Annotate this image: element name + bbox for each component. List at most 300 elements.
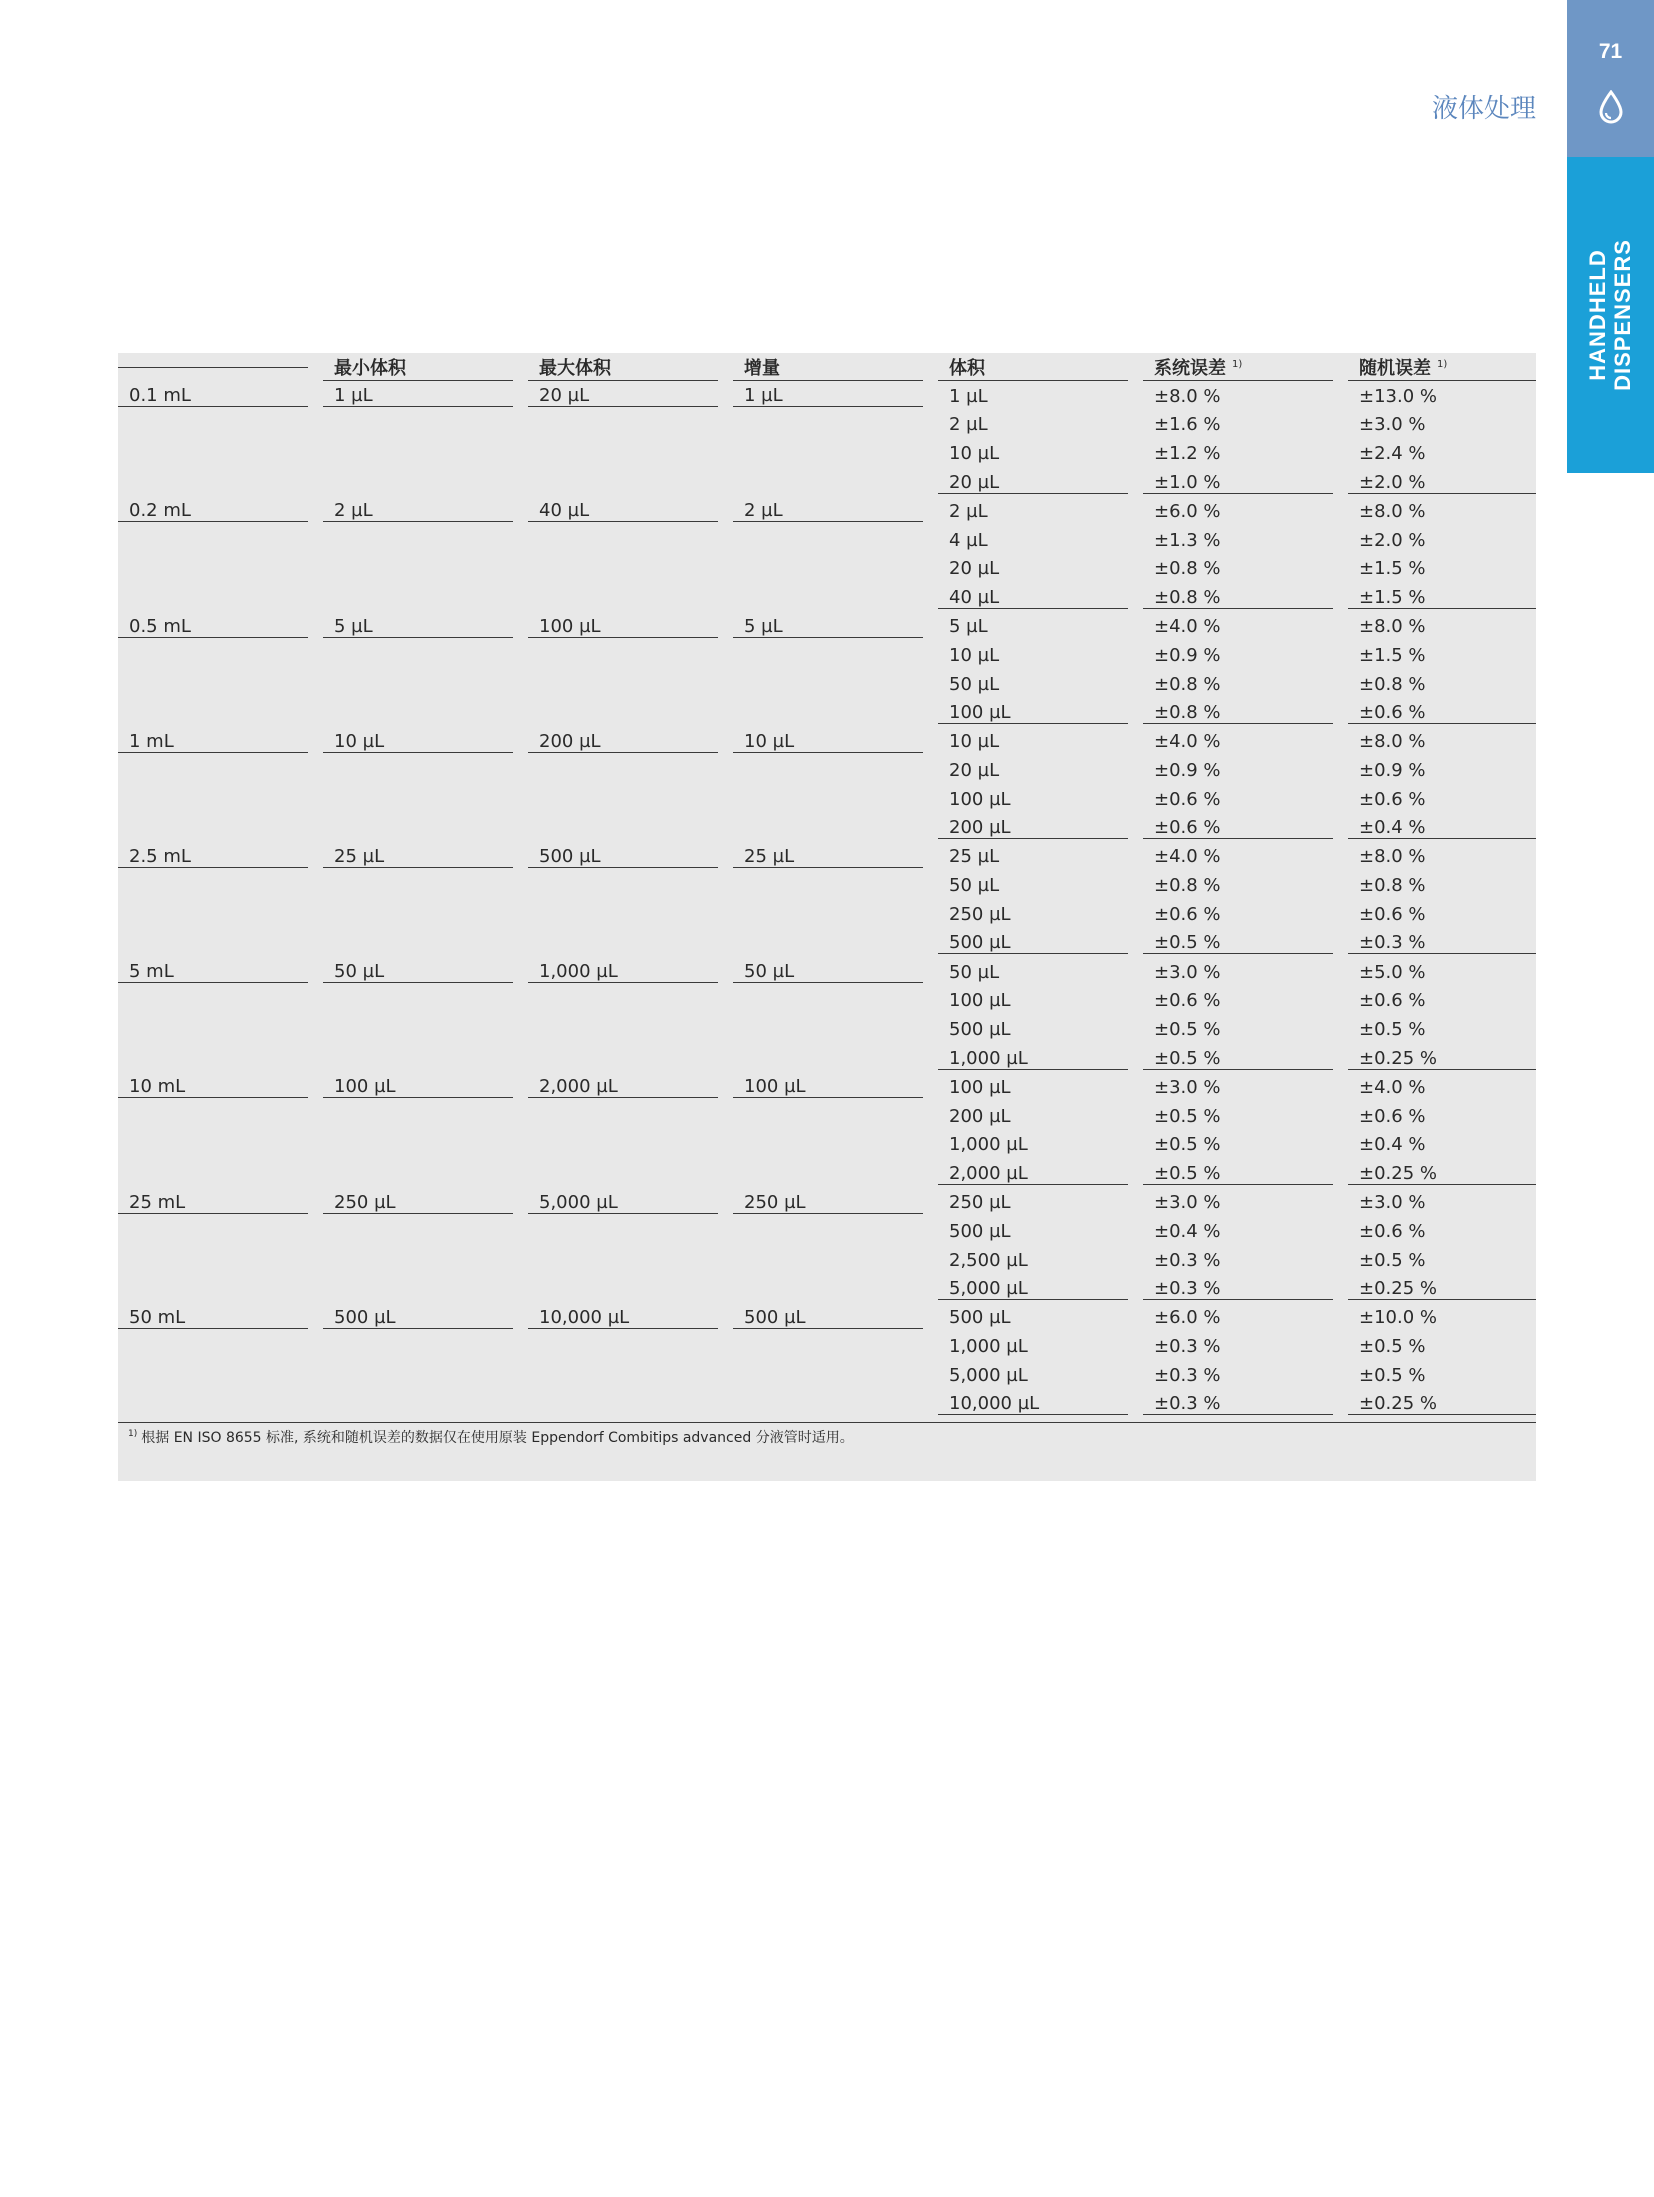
increment-cell: [733, 641, 938, 670]
volume-cell: 10,000 µL: [938, 1390, 1143, 1419]
min-volume-cell: [323, 987, 528, 1016]
tip-size-cell: [118, 1246, 323, 1275]
footnote-mark: 1): [128, 1429, 138, 1440]
increment-cell: [733, 1131, 938, 1160]
table-row: [118, 555, 1536, 584]
random-error-cell: ±10.0 %: [1359, 1307, 1437, 1329]
volume-cell: 2,500 µL: [949, 1249, 1028, 1271]
max-volume-cell: 200 µL: [528, 727, 733, 756]
table-row: [118, 526, 1536, 555]
category-side-tab: [1567, 157, 1654, 473]
max-volume-cell: [528, 699, 733, 728]
header-min-volume: 最小体积: [323, 353, 528, 382]
min-volume-cell: [323, 1361, 528, 1390]
random-error-cell: ±2.4 %: [1359, 443, 1426, 465]
volume-cell: 1,000 µL: [949, 1134, 1028, 1156]
systematic-error-cell: ±0.6 %: [1154, 990, 1221, 1012]
spec-table-panel: [118, 353, 1536, 1481]
random-error-cell: ±0.6 %: [1359, 904, 1426, 926]
systematic-error-cell: ±1.0 %: [1143, 468, 1348, 497]
volume-cell: 20 µL: [949, 760, 1000, 782]
increment-cell: [733, 929, 938, 958]
increment-cell: [733, 1390, 938, 1419]
volume-cell: 10 µL: [949, 731, 1000, 753]
table-row: [118, 871, 1536, 900]
volume-cell: 5,000 µL: [938, 1275, 1143, 1304]
increment-cell: 5 µL: [733, 612, 938, 641]
systematic-error-cell: ±3.0 %: [1154, 961, 1221, 983]
volume-cell: 5 µL: [949, 616, 988, 638]
volume-cell: 200 µL: [949, 1105, 1011, 1127]
table-header-row: [118, 353, 1536, 382]
systematic-error-cell: ±0.5 %: [1143, 1044, 1348, 1073]
increment-cell: [733, 583, 938, 612]
tip-size-cell: [118, 1217, 323, 1246]
random-error-cell: ±0.9 %: [1359, 760, 1426, 782]
tip-size-cell: 0.1 mL: [118, 382, 323, 411]
min-volume-cell: [323, 929, 528, 958]
increment-cell: 250 µL: [733, 1188, 938, 1217]
increment-cell: [733, 526, 938, 555]
increment-cell: [733, 785, 938, 814]
tip-size-cell: 5 mL: [118, 958, 323, 987]
increment-cell: [733, 1246, 938, 1275]
volume-cell: 100 µL: [949, 990, 1011, 1012]
volume-cell: 2 µL: [949, 500, 988, 522]
random-error-cell: ±0.6 %: [1348, 699, 1536, 728]
random-error-cell: ±0.5 %: [1359, 1249, 1426, 1271]
max-volume-cell: [528, 900, 733, 929]
min-volume-cell: 500 µL: [323, 1303, 528, 1332]
systematic-error-cell: ±1.2 %: [1154, 443, 1221, 465]
side-tab-label: [1585, 239, 1635, 391]
tip-size-cell: [118, 1332, 323, 1361]
min-volume-cell: 2 µL: [323, 497, 528, 526]
side-tab-line1: HANDHELD: [1585, 249, 1610, 381]
volume-cell: 10 µL: [949, 644, 1000, 666]
random-error-cell: ±0.4 %: [1359, 1134, 1426, 1156]
min-volume-cell: [323, 1217, 528, 1246]
max-volume-cell: [528, 1015, 733, 1044]
tip-size-cell: [118, 439, 323, 468]
volume-cell: 50 µL: [949, 961, 1000, 983]
table-row: [118, 641, 1536, 670]
random-error-cell: ±8.0 %: [1359, 616, 1426, 638]
max-volume-cell: [528, 756, 733, 785]
increment-cell: [733, 987, 938, 1016]
systematic-error-cell: ±0.6 %: [1154, 788, 1221, 810]
systematic-error-cell: ±1.3 %: [1154, 529, 1221, 551]
volume-cell: 40 µL: [938, 583, 1143, 612]
volume-cell: 500 µL: [949, 1019, 1011, 1041]
table-row: [118, 411, 1536, 440]
increment-cell: [733, 1217, 938, 1246]
increment-cell: [733, 555, 938, 584]
random-error-cell: ±8.0 %: [1359, 846, 1426, 868]
tip-size-cell: 10 mL: [118, 1073, 323, 1102]
increment-cell: [733, 1015, 938, 1044]
volume-cell: 500 µL: [938, 929, 1143, 958]
systematic-error-cell: ±0.3 %: [1154, 1364, 1221, 1386]
max-volume-cell: [528, 871, 733, 900]
max-volume-cell: [528, 439, 733, 468]
systematic-error-cell: ±0.9 %: [1154, 644, 1221, 666]
random-error-cell: ±0.4 %: [1348, 814, 1536, 843]
tip-size-cell: [118, 756, 323, 785]
increment-cell: [733, 871, 938, 900]
increment-cell: 500 µL: [733, 1303, 938, 1332]
tip-size-cell: [118, 411, 323, 440]
increment-cell: [733, 699, 938, 728]
tip-size-cell: 0.2 mL: [118, 497, 323, 526]
table-row: [118, 1361, 1536, 1390]
random-error-cell: ±0.5 %: [1359, 1364, 1426, 1386]
footnote-ref: 1): [1437, 358, 1448, 370]
tip-size-cell: [118, 1159, 323, 1188]
systematic-error-cell: ±1.6 %: [1154, 414, 1221, 436]
systematic-error-cell: ±3.0 %: [1154, 1076, 1221, 1098]
max-volume-cell: [528, 1390, 733, 1419]
random-error-cell: ±0.25 %: [1348, 1044, 1536, 1073]
volume-cell: 5,000 µL: [949, 1364, 1028, 1386]
increment-cell: [733, 670, 938, 699]
tip-size-cell: [118, 1275, 323, 1304]
max-volume-cell: [528, 987, 733, 1016]
tip-size-cell: [118, 641, 323, 670]
random-error-cell: ±8.0 %: [1359, 500, 1426, 522]
table-row: [118, 1188, 1536, 1217]
systematic-error-cell: ±0.3 %: [1143, 1390, 1348, 1419]
max-volume-cell: [528, 929, 733, 958]
increment-cell: [733, 756, 938, 785]
random-error-cell: ±0.25 %: [1348, 1390, 1536, 1419]
systematic-error-cell: ±0.3 %: [1154, 1335, 1221, 1357]
random-error-cell: ±1.5 %: [1359, 644, 1426, 666]
header-systematic-error: 系统误差 $^{1)}$: [1143, 353, 1348, 382]
systematic-error-cell: ±0.5 %: [1143, 1159, 1348, 1188]
max-volume-cell: [528, 814, 733, 843]
tip-size-cell: 1 mL: [118, 727, 323, 756]
spec-table-body: [118, 382, 1536, 1419]
tip-size-cell: [118, 1131, 323, 1160]
systematic-error-cell: ±0.5 %: [1143, 929, 1348, 958]
max-volume-cell: 2,000 µL: [528, 1073, 733, 1102]
volume-cell: 250 µL: [949, 1192, 1011, 1213]
tip-size-cell: [118, 555, 323, 584]
systematic-error-cell: ±0.8 %: [1143, 583, 1348, 612]
min-volume-cell: [323, 583, 528, 612]
table-row: [118, 612, 1536, 641]
volume-cell: 1 µL: [949, 385, 988, 407]
random-error-cell: ±0.6 %: [1359, 1220, 1426, 1242]
systematic-error-cell: ±0.5 %: [1154, 1019, 1221, 1041]
random-error-cell: ±2.0 %: [1359, 529, 1426, 551]
tip-size-cell: 2.5 mL: [118, 843, 323, 872]
min-volume-cell: [323, 1390, 528, 1419]
volume-cell: 250 µL: [949, 904, 1011, 926]
volume-cell: 200 µL: [938, 814, 1143, 843]
table-footnote: [118, 1422, 1536, 1447]
tip-size-cell: [118, 1361, 323, 1390]
table-row: [118, 382, 1536, 411]
table-row: [118, 1246, 1536, 1275]
min-volume-cell: 5 µL: [323, 612, 528, 641]
increment-cell: [733, 1332, 938, 1361]
min-volume-cell: [323, 641, 528, 670]
max-volume-cell: 5,000 µL: [528, 1188, 733, 1217]
volume-cell: 25 µL: [949, 846, 1000, 868]
table-row: [118, 843, 1536, 872]
max-volume-cell: 100 µL: [528, 612, 733, 641]
header-increment: 增量: [733, 353, 938, 382]
table-row: [118, 929, 1536, 958]
random-error-cell: ±4.0 %: [1359, 1076, 1426, 1098]
min-volume-cell: 250 µL: [323, 1188, 528, 1217]
systematic-error-cell: ±3.0 %: [1154, 1192, 1221, 1213]
tip-size-cell: [118, 526, 323, 555]
max-volume-cell: [528, 583, 733, 612]
random-error-cell: ±0.6 %: [1359, 788, 1426, 810]
tip-size-cell: 25 mL: [118, 1188, 323, 1217]
table-row: [118, 699, 1536, 728]
max-volume-cell: 20 µL: [528, 382, 733, 411]
max-volume-cell: [528, 1332, 733, 1361]
min-volume-cell: [323, 1159, 528, 1188]
table-row: [118, 1044, 1536, 1073]
volume-cell: 50 µL: [949, 673, 1000, 695]
volume-cell: 100 µL: [949, 1076, 1011, 1098]
volume-cell: 2 µL: [949, 414, 988, 436]
systematic-error-cell: ±4.0 %: [1154, 731, 1221, 753]
table-row: [118, 1102, 1536, 1131]
tip-size-cell: 0.5 mL: [118, 612, 323, 641]
random-error-cell: ±0.5 %: [1359, 1019, 1426, 1041]
min-volume-cell: [323, 468, 528, 497]
systematic-error-cell: ±0.8 %: [1143, 699, 1348, 728]
max-volume-cell: 500 µL: [528, 843, 733, 872]
tip-size-cell: [118, 1390, 323, 1419]
min-volume-cell: [323, 900, 528, 929]
max-volume-cell: [528, 670, 733, 699]
systematic-error-cell: ±0.8 %: [1154, 673, 1221, 695]
increment-cell: 1 µL: [733, 382, 938, 411]
min-volume-cell: 50 µL: [323, 958, 528, 987]
table-row: [118, 439, 1536, 468]
tip-size-cell: [118, 670, 323, 699]
tip-size-cell: [118, 871, 323, 900]
page-number: 71: [1598, 40, 1623, 63]
increment-cell: [733, 411, 938, 440]
volume-cell: 20 µL: [949, 558, 1000, 580]
systematic-error-cell: ±0.8 %: [1154, 875, 1221, 897]
random-error-cell: ±0.6 %: [1359, 990, 1426, 1012]
increment-cell: [733, 439, 938, 468]
table-row: [118, 468, 1536, 497]
header-random-error: 随机误差 $^{1)}$: [1348, 353, 1536, 382]
table-row: [118, 497, 1536, 526]
volume-cell: 500 µL: [949, 1220, 1011, 1242]
section-title: 液体处理: [1431, 94, 1536, 124]
min-volume-cell: 1 µL: [323, 382, 528, 411]
random-error-cell: ±0.3 %: [1348, 929, 1536, 958]
volume-cell: 1,000 µL: [938, 1044, 1143, 1073]
max-volume-cell: [528, 555, 733, 584]
table-row: [118, 1390, 1536, 1419]
table-row: [118, 1159, 1536, 1188]
table-row: [118, 583, 1536, 612]
systematic-error-cell: ±0.6 %: [1143, 814, 1348, 843]
systematic-error-cell: ±0.4 %: [1154, 1220, 1221, 1242]
table-row: [118, 1217, 1536, 1246]
min-volume-cell: 10 µL: [323, 727, 528, 756]
increment-cell: [733, 1044, 938, 1073]
table-row: [118, 900, 1536, 929]
min-volume-cell: [323, 439, 528, 468]
increment-cell: 50 µL: [733, 958, 938, 987]
increment-cell: [733, 1159, 938, 1188]
random-error-cell: ±3.0 %: [1359, 1192, 1426, 1213]
table-row: [118, 727, 1536, 756]
max-volume-cell: [528, 641, 733, 670]
header-tip-size: [118, 353, 323, 382]
random-error-cell: ±0.25 %: [1348, 1159, 1536, 1188]
table-row: [118, 1332, 1536, 1361]
footnote-ref: 1): [1232, 358, 1243, 370]
tip-size-cell: [118, 1102, 323, 1131]
volume-cell: 10 µL: [949, 443, 1000, 465]
max-volume-cell: [528, 1044, 733, 1073]
max-volume-cell: [528, 1246, 733, 1275]
min-volume-cell: [323, 1102, 528, 1131]
increment-cell: 10 µL: [733, 727, 938, 756]
min-volume-cell: [323, 871, 528, 900]
systematic-error-cell: ±4.0 %: [1154, 846, 1221, 868]
random-error-cell: ±1.5 %: [1359, 558, 1426, 580]
max-volume-cell: [528, 526, 733, 555]
volume-cell: 4 µL: [949, 529, 988, 551]
max-volume-cell: 1,000 µL: [528, 958, 733, 987]
volume-cell: 500 µL: [949, 1307, 1011, 1329]
systematic-error-cell: ±0.6 %: [1154, 904, 1221, 926]
table-row: [118, 1303, 1536, 1332]
tip-size-cell: [118, 987, 323, 1016]
tip-size-cell: [118, 1015, 323, 1044]
increment-cell: 100 µL: [733, 1073, 938, 1102]
volume-cell: 1,000 µL: [949, 1335, 1028, 1357]
max-volume-cell: [528, 468, 733, 497]
systematic-error-cell: ±0.9 %: [1154, 760, 1221, 782]
random-error-cell: ±0.25 %: [1348, 1275, 1536, 1304]
tip-size-cell: [118, 785, 323, 814]
max-volume-cell: [528, 1217, 733, 1246]
systematic-error-cell: ±0.3 %: [1154, 1249, 1221, 1271]
increment-cell: [733, 900, 938, 929]
volume-cell: 20 µL: [938, 468, 1143, 497]
increment-cell: 25 µL: [733, 843, 938, 872]
volume-cell: 2,000 µL: [938, 1159, 1143, 1188]
page-number-tab: [1567, 0, 1654, 157]
systematic-error-cell: ±4.0 %: [1154, 616, 1221, 638]
tip-size-cell: [118, 814, 323, 843]
increment-cell: 2 µL: [733, 497, 938, 526]
min-volume-cell: [323, 411, 528, 440]
random-error-cell: ±0.6 %: [1359, 1105, 1426, 1127]
table-row: [118, 814, 1536, 843]
max-volume-cell: [528, 1159, 733, 1188]
min-volume-cell: 25 µL: [323, 843, 528, 872]
tip-size-cell: [118, 699, 323, 728]
random-error-cell: ±3.0 %: [1359, 414, 1426, 436]
random-error-cell: ±0.8 %: [1359, 673, 1426, 695]
min-volume-cell: [323, 785, 528, 814]
min-volume-cell: [323, 1015, 528, 1044]
min-volume-cell: [323, 1332, 528, 1361]
random-error-cell: ±13.0 %: [1359, 385, 1437, 407]
tip-size-cell: [118, 900, 323, 929]
table-row: [118, 670, 1536, 699]
min-volume-cell: [323, 699, 528, 728]
increment-cell: [733, 814, 938, 843]
increment-cell: [733, 1102, 938, 1131]
max-volume-cell: [528, 1275, 733, 1304]
min-volume-cell: [323, 1131, 528, 1160]
volume-cell: 100 µL: [949, 788, 1011, 810]
systematic-error-cell: ±0.8 %: [1154, 558, 1221, 580]
min-volume-cell: [323, 670, 528, 699]
max-volume-cell: [528, 1131, 733, 1160]
max-volume-cell: 40 µL: [528, 497, 733, 526]
table-row: [118, 756, 1536, 785]
min-volume-cell: [323, 814, 528, 843]
volume-cell: 50 µL: [949, 875, 1000, 897]
min-volume-cell: [323, 1246, 528, 1275]
table-row: [118, 1073, 1536, 1102]
increment-cell: [733, 1361, 938, 1390]
increment-cell: [733, 468, 938, 497]
tip-size-cell: [118, 1044, 323, 1073]
systematic-error-cell: ±0.3 %: [1143, 1275, 1348, 1304]
min-volume-cell: [323, 756, 528, 785]
max-volume-cell: [528, 411, 733, 440]
systematic-error-cell: ±0.5 %: [1154, 1105, 1221, 1127]
side-tab-line2: DISPENSERS: [1610, 239, 1635, 391]
increment-cell: [733, 1275, 938, 1304]
tip-size-cell: [118, 583, 323, 612]
table-row: [118, 785, 1536, 814]
min-volume-cell: [323, 526, 528, 555]
random-error-cell: ±5.0 %: [1359, 961, 1426, 983]
table-row: [118, 958, 1536, 987]
max-volume-cell: [528, 1361, 733, 1390]
table-row: [118, 1015, 1536, 1044]
random-error-cell: ±0.5 %: [1359, 1335, 1426, 1357]
table-row: [118, 987, 1536, 1016]
table-row: [118, 1275, 1536, 1304]
random-error-cell: ±1.5 %: [1348, 583, 1536, 612]
min-volume-cell: 100 µL: [323, 1073, 528, 1102]
header-volume: 体积: [938, 353, 1143, 382]
volume-cell: 100 µL: [938, 699, 1143, 728]
systematic-error-cell: ±0.5 %: [1154, 1134, 1221, 1156]
tip-size-cell: 50 mL: [118, 1303, 323, 1332]
droplet-icon: [1597, 90, 1625, 124]
min-volume-cell: [323, 1044, 528, 1073]
tip-size-cell: [118, 929, 323, 958]
spec-table: [118, 353, 1536, 1418]
max-volume-cell: [528, 785, 733, 814]
header-max-volume: 最大体积: [528, 353, 733, 382]
systematic-error-cell: ±6.0 %: [1154, 500, 1221, 522]
